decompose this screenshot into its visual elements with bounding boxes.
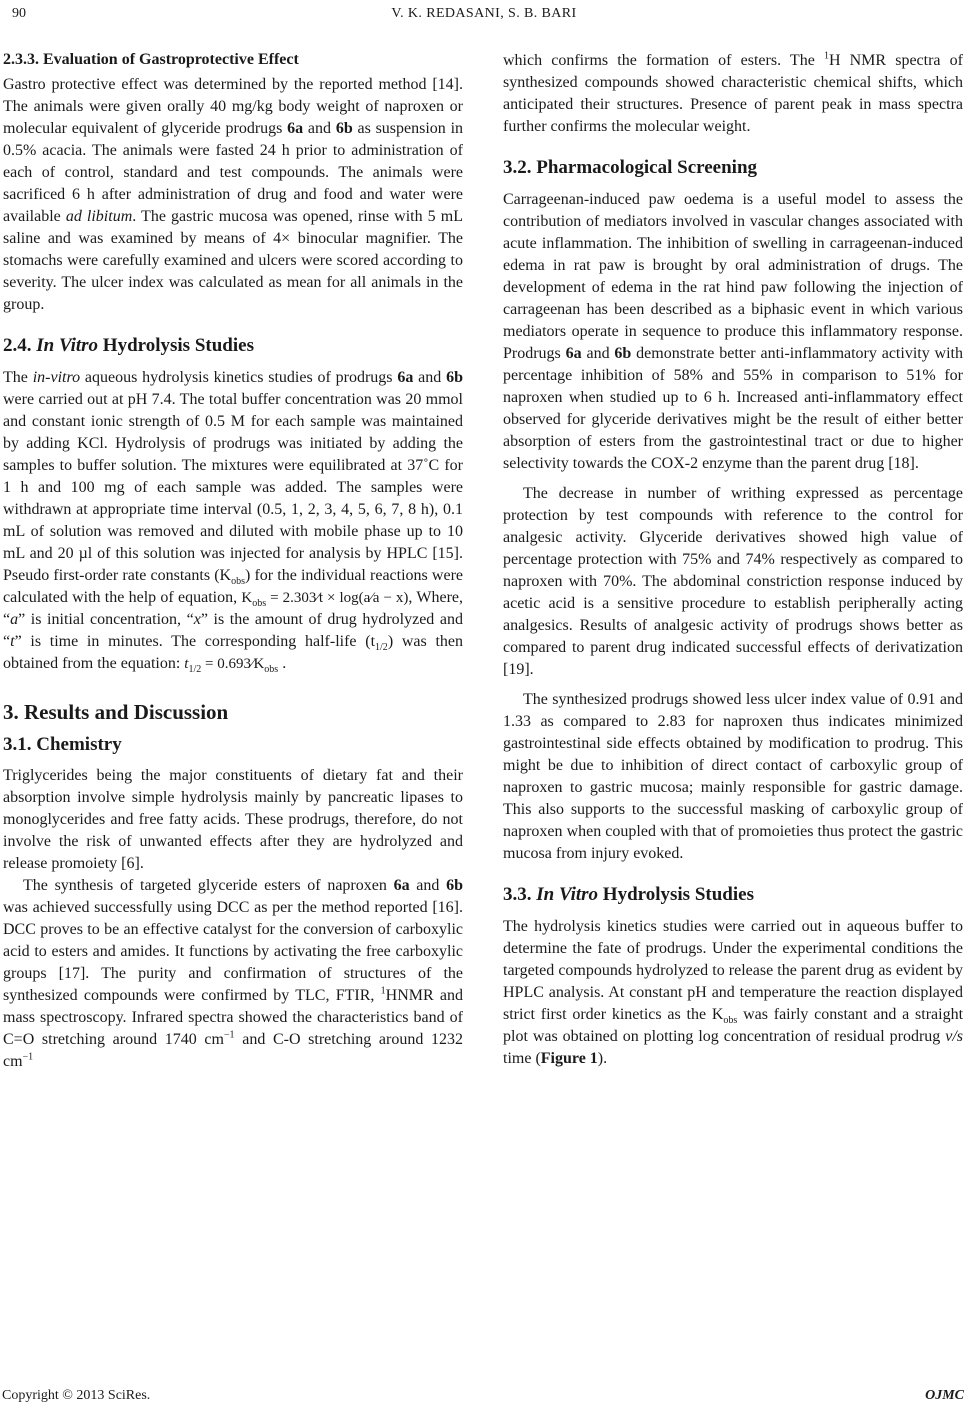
page-header <box>0 6 968 26</box>
paragraph-in-vitro-methods: The in-vitro aqueous hydrolysis kinetics studies of prodrugs 6a and 6b were carried out at pH 7.4. The total buffer concentration was 20 mmol and constant ionic strength of 0.5 M for each sample was maintained by adding KCl. Hydrolysis of prodrugs was initiated by adding the samples to buffer solution. The mixtures were equilibrated at 37˚C for 1 h and 100 mg of each sample was added. The samples were withdrawn at appropriate time interval (0.5, 1, 2, 3, 4, 5, 6, 7, 8 h), 0.1 mL of solution was removed and diluted with mobile phase up to 10 mL and 20 µl of this solution was injected for analysis by HPLC [15]. Pseudo first-order rate constants $(K_{obs})$ for the individual reactions were calculated with the help of equation, $K_{obs}$ = 2.303⁄t × log(a⁄a − x), Where, “a” is initial concentration, “x” is the amount of drug hydrolyzed and “t” is time in minutes. The corresponding half-life $(t_{1/2})$ was then obtained from the equation: $t_{1/2}$ = $0.693⁄K_{obs}$ . <box>3 369 464 675</box>
running-head: V. K. REDASANI, S. B. BARI <box>391 6 577 21</box>
paragraph-hydrolysis-kinetics: The hydrolysis kinetics studies were carried out in aqueous buffer to determine the fate of prodrugs. Under the experimental conditions the targeted compounds hydrolyzed to release the parent drug as evident by HPLC analysis. At constant pH and temperature the reaction displayed strict first order kinetics as the $K_{obs}$ was fairly constant and a straight plot was obtained on plotting log concentration of residual prodrug v/s time (Figure 1). <box>503 918 964 1067</box>
copyright-notice: Copyright © 2013 SciRes. <box>2 1388 151 1403</box>
half-life-equation: $t_{1/2}$ = $0.693⁄K_{obs}$ <box>184 656 279 675</box>
heading-2-3-3: 2.3.3. Evaluation of Gastroprotective Effect <box>3 51 299 68</box>
paragraph-ulcer-index: The synthesized prodrugs showed less ulcer index value of 0.91 and 1.33 as compared to 2.83 for naproxen thus indicates minimized gastrointestinal side effects obtained by modification to prodrug. This might be due to inhibition of direct contact of carboxylic group of naproxen to gastric mucosa; mainly responsible for gastric damage. This also supports to the successful masking of carboxylic group of naproxen when coupled with that of promoieties thus protect the gastric mucosa from injury evoked. <box>503 691 963 862</box>
paragraph-synthesis: The synthesis of targeted glyceride esters of naproxen 6a and 6b was achieved successfully using DCC as per the method reported [16]. DCC proves to be an effective catalyst for the conversion of carboxylic acid to esters and amides. It functions by activating the free carboxylic groups [17]. The purity and confirmation of structures of the synthesized compounds were confirmed by TLC, FTIR, $^1$HNMR and mass spectroscopy. Infrared spectra showed the characteristics band of C=O stretching around 1740 $cm^{-1}$ and C-O stretching around 1232 $cm^{-1}$ <box>3 877 464 1070</box>
rate-constant-equation: $K_{obs}$ = 2.303⁄t × log(a⁄a − x) <box>241 590 409 609</box>
heading-2-4: 2.4. In Vitro Hydrolysis Studies <box>3 335 254 356</box>
right-column <box>503 50 963 1070</box>
heading-3-3: 3.3. In Vitro Hydrolysis Studies <box>503 884 754 905</box>
heading-3-results: 3. Results and Discussion <box>3 700 229 724</box>
page-number: 90 <box>12 6 26 21</box>
journal-name: OJMC <box>925 1388 964 1403</box>
left-column <box>3 50 463 1073</box>
paragraph-ester-confirmation: which confirms the formation of esters. The $^1$H NMR spectra of synthesized compounds showed characteristic chemical shifts, which anticipated their structures. Presence of parent peak in mass spectra further confirms the molecular weight. <box>503 50 963 135</box>
heading-3-1-chemistry: 3.1. Chemistry <box>3 734 122 755</box>
paragraph-gastroprotective: Gastro protective effect was determined by the reported method [14]. The animals were given orally 40 mg/kg body weight of naproxen or molecular equivalent of glyceride prodrugs 6a and 6b as suspension in 0.5% acacia. The animals were fasted 24 h prior to administration of each of control, standard and test compounds. The animals were sacrificed 6 h after administration of drug and food and water were available ad libitum. The gastric mucosa was opened, rinse with 5 mL saline and was examined by means of 4× binocular magnifier. The stomachs were carefully examined and ulcers were scored according to severity. The ulcer index was calculated as mean for all animals in the group. <box>3 76 464 313</box>
paragraph-writhing: The decrease in number of writhing expressed as percentage protection by test compounds with reference to the control for analgesic activity. Glyceride derivatives showed high value of percentage protection with 75% and 74% respectively as compared to naproxen with 70%. The abdominal constriction response induced by acetic acid is a sensitive procedure to establish peripherally acting analgesics. Results of analgesic activity of prodrugs shows better as compared to parent drug indicated successful effects of derivatization [19]. <box>503 485 963 678</box>
paragraph-carrageenan: Carrageenan-induced paw oedema is a useful model to assess the contribution of mediators involved in vascular changes associated with acute inflammation. The inhibition of swelling in carrageenan-induced edema in rat paw is brought by oral administration of drugs. The development of edema in the rat hind paw following the injection of carrageenan has been described as a biphasic event in which various mediators operate in sequence to produce this inflammatory response. Prodrugs 6a and 6b demonstrate better anti-inflammatory activity with percentage inhibition of 58% and 55% in comparison to 51% for naproxen when studied up to 6 h. Increased anti-inflammatory effect observed for glyceride derivatives might be the result of either better absorption of esters from the gastrointestinal tract or due to higher selectivity towards the COX-2 enzyme than the parent drug [18]. <box>503 191 963 472</box>
heading-3-2: 3.2. Pharmacological Screening <box>503 157 758 178</box>
paragraph-triglycerides: Triglycerides being the major constituents of dietary fat and their absorption involve simple hydrolysis mainly by pancreatic lipases to monoglycerides and free fatty acids. These prodrugs, therefore, do not involve the risk of unwanted effects after they are hydrolyzed and release promoiety [6]. <box>3 767 463 872</box>
